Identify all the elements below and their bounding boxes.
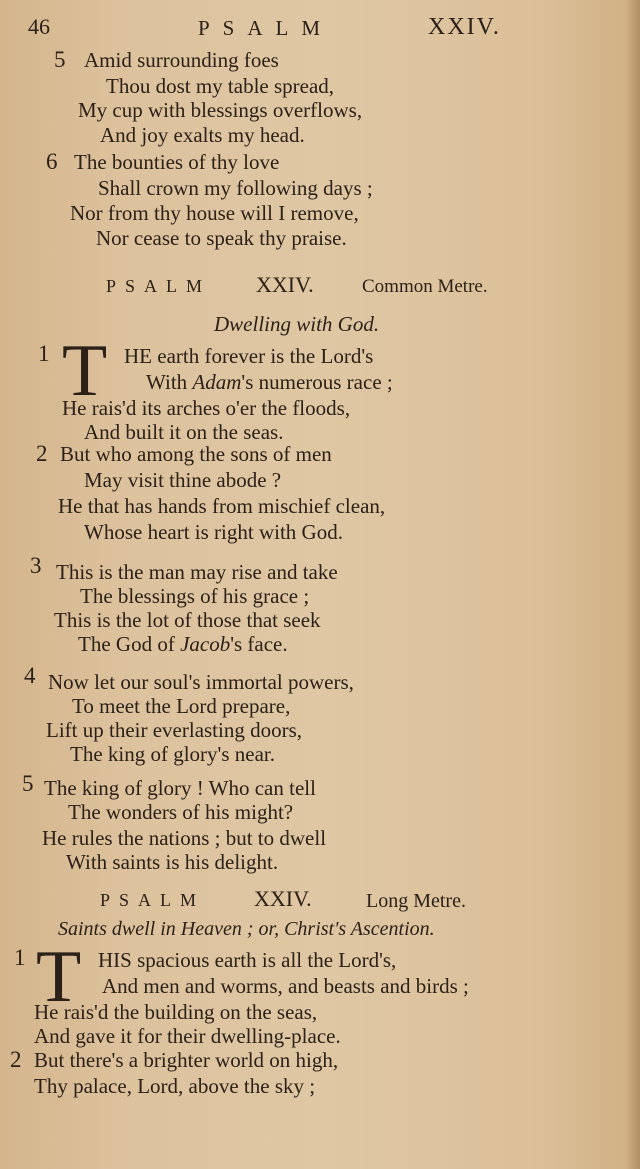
verse-line: The blessings of his grace ; <box>80 584 310 608</box>
psalm-subtitle: Saints dwell in Heaven ; or, Christ's Ascention. <box>58 918 435 940</box>
verse-line: And joy exalts my head. <box>100 123 305 147</box>
verse-line: Thou dost my table spread, <box>106 74 335 98</box>
verse-line: Shall crown my following days ; <box>98 176 373 200</box>
section-numeral: XXIV. <box>254 886 312 911</box>
verse-line: HE earth forever is the Lord's <box>124 344 374 368</box>
verse-line: The bounties of thy love <box>74 150 280 174</box>
verse-line: Nor cease to speak thy praise. <box>96 226 347 250</box>
verse-line: And gave it for their dwelling-place. <box>34 1024 341 1048</box>
verse-line: The God of Jacob's face. <box>78 632 288 656</box>
section-title-word: PSALM <box>100 890 206 910</box>
drop-cap: T <box>62 330 108 412</box>
verse-line: This is the lot of those that seek <box>54 608 321 632</box>
verse-line: He rules the nations ; but to dwell <box>42 826 327 850</box>
stanza-number: 5 <box>22 771 34 796</box>
stanza-number: 2 <box>36 441 48 466</box>
verse-line: Lift up their everlasting doors, <box>46 718 303 742</box>
verse-line: Nor from thy house will I remove, <box>70 201 359 225</box>
stanza-number: 6 <box>46 149 58 174</box>
verse-line: With saints is his delight. <box>66 850 279 874</box>
verse-line: Whose heart is right with God. <box>84 520 343 544</box>
stanza-number: 4 <box>24 663 36 688</box>
metre-label: Common Metre. <box>362 276 488 297</box>
verse-line: This is the man may rise and take <box>56 560 338 584</box>
verse-line: But who among the sons of men <box>60 442 332 466</box>
section-numeral: XXIV. <box>256 272 314 297</box>
psalm-subtitle: Dwelling with God. <box>214 312 380 336</box>
running-title: PSALM <box>198 16 334 40</box>
verse-line: He rais'd the building on the seas, <box>34 1000 318 1024</box>
stanza-number: 1 <box>14 945 26 970</box>
verse-line: And men and worms, and beasts and birds ; <box>102 974 469 998</box>
verse-line: The wonders of his might? <box>68 800 294 824</box>
verse-line: And built it on the seas. <box>84 420 284 444</box>
drop-cap: T <box>36 936 82 1018</box>
verse-line: He rais'd its arches o'er the floods, <box>62 396 351 420</box>
running-numeral: XXIV. <box>428 14 501 40</box>
verse-line: May visit thine abode ? <box>84 468 282 492</box>
verse-line: The king of glory's near. <box>70 742 275 766</box>
verse-line: Thy palace, Lord, above the sky ; <box>34 1074 316 1098</box>
stanza-number: 2 <box>10 1047 22 1072</box>
stanza-number: 3 <box>30 553 42 578</box>
verse-line: But there's a brighter world on high, <box>34 1048 339 1072</box>
stanza-number: 1 <box>38 341 50 366</box>
verse-line: With Adam's numerous race ; <box>146 370 393 394</box>
verse-line: He that has hands from mischief clean, <box>58 494 386 518</box>
verse-line: The king of glory ! Who can tell <box>44 776 316 800</box>
verse-line: To meet the Lord prepare, <box>72 694 291 718</box>
verse-line: Now let our soul's immortal powers, <box>48 670 354 694</box>
verse-line: Amid surrounding foes <box>84 48 279 72</box>
page-gutter-shadow <box>626 0 640 1169</box>
stanza-number: 5 <box>54 47 66 72</box>
proper-name: Jacob <box>180 632 231 656</box>
verse-line: HIS spacious earth is all the Lord's, <box>98 948 397 972</box>
section-title-word: PSALM <box>106 276 212 296</box>
proper-name: Adam <box>192 370 242 394</box>
metre-label: Long Metre. <box>366 890 466 912</box>
page-number: 46 <box>28 14 50 39</box>
verse-line: My cup with blessings overflows, <box>78 98 363 122</box>
